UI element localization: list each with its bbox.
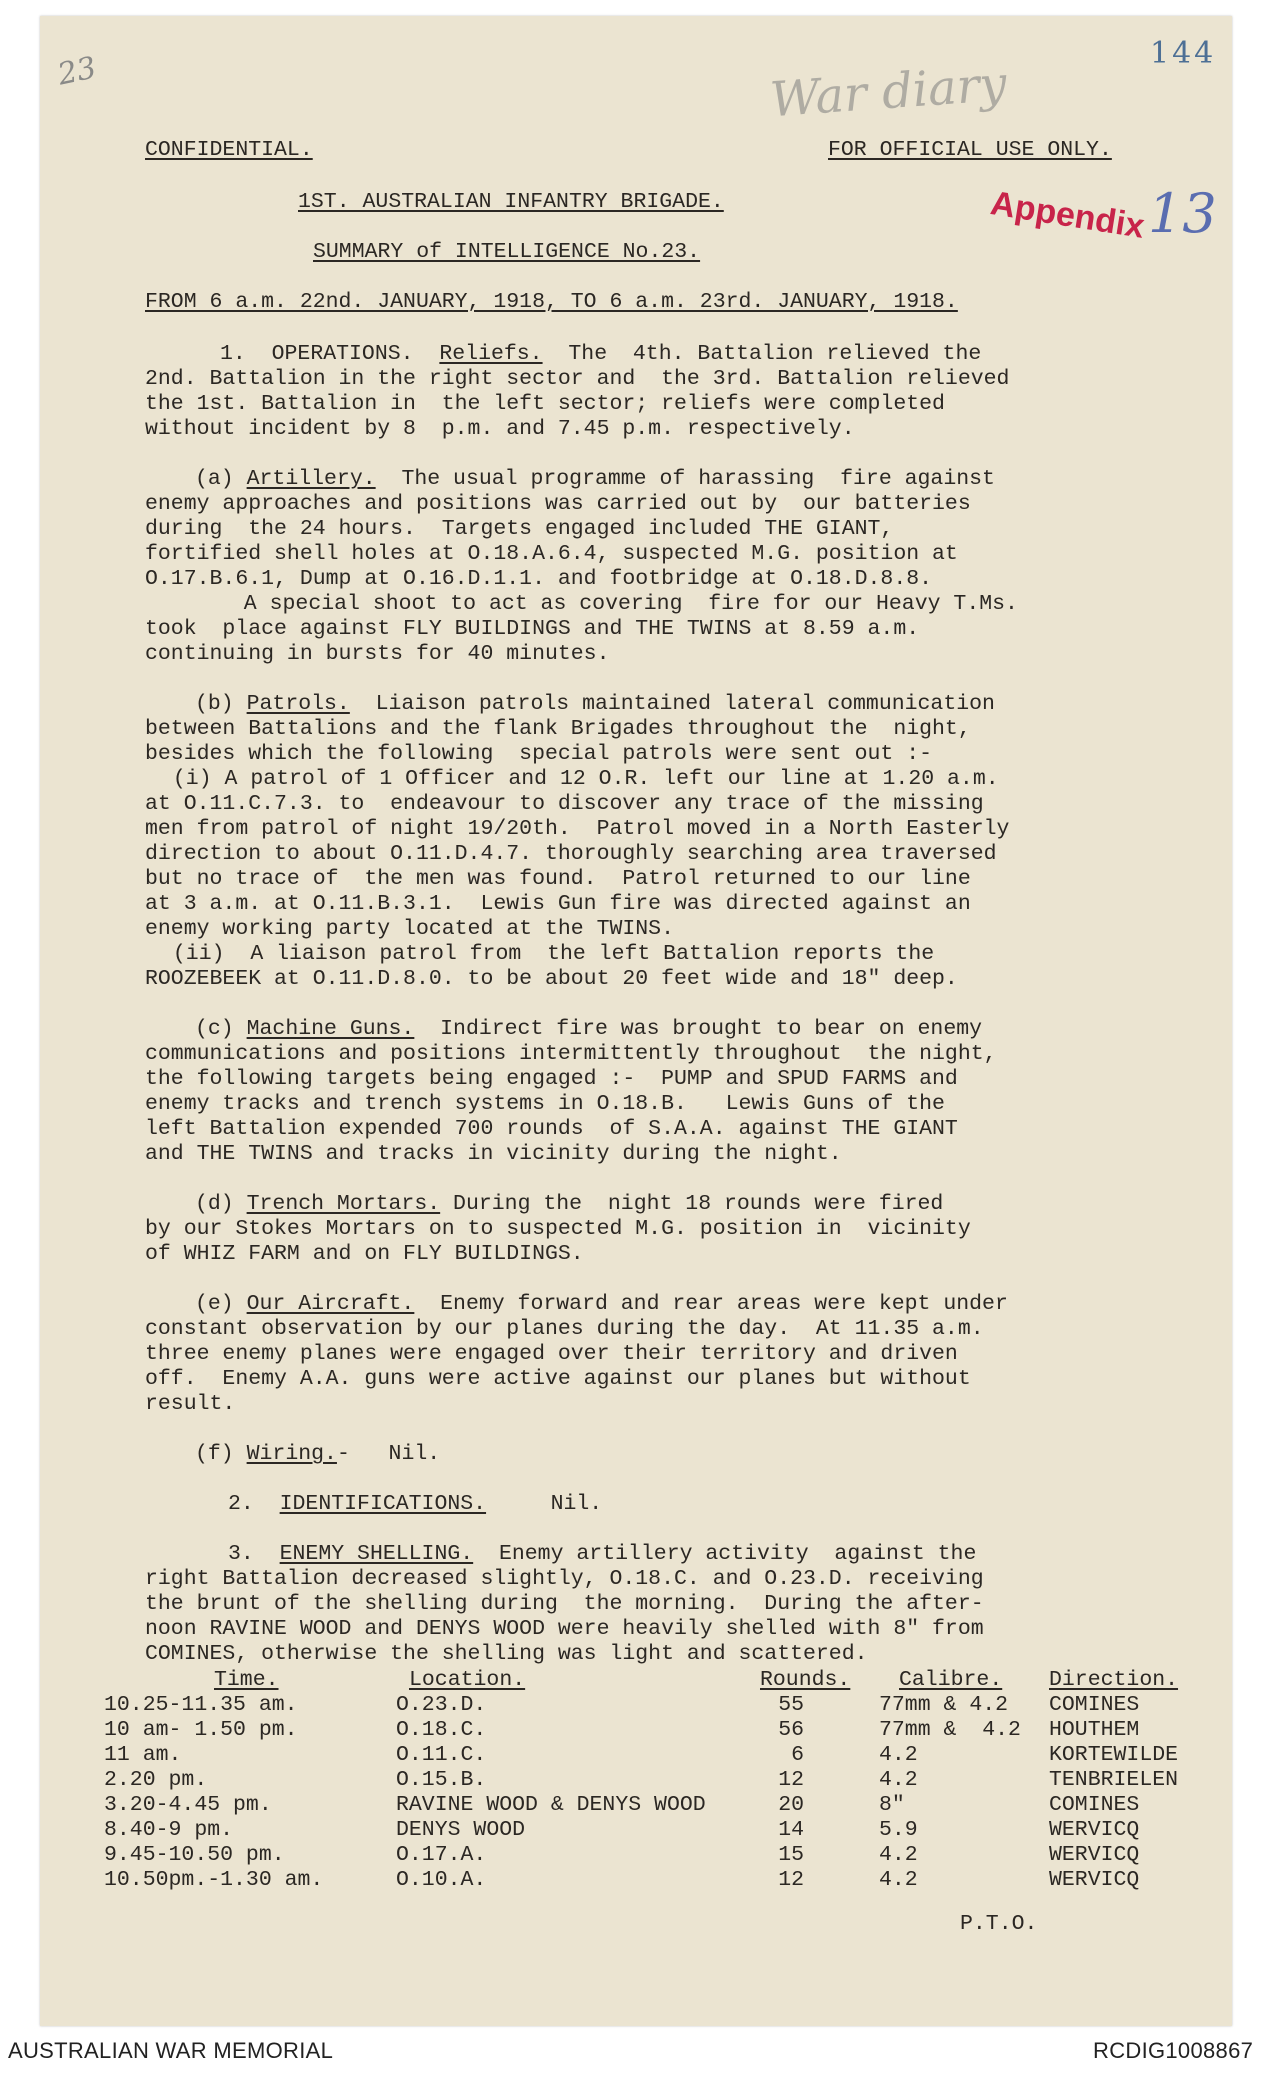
aircraft-line: constant observation by our planes during the day. At 11.35 a.m. xyxy=(145,1317,984,1341)
cell-rounds: 14 xyxy=(778,1818,804,1842)
cell-time: 2.20 pm. xyxy=(104,1768,208,1792)
patrols-line: (ii) A liaison patrol from the left Battalion reports the xyxy=(160,942,935,966)
cell-rounds: 56 xyxy=(778,1718,804,1742)
trench-mortars-line: of WHIZ FARM and on FLY BUILDINGS. xyxy=(145,1242,584,1266)
machine-guns-line: communications and positions intermittently throughout the night, xyxy=(145,1042,997,1066)
report-period: FROM 6 a.m. 22nd. JANUARY, 1918, TO 6 a.m. 23rd. JANUARY, 1918. xyxy=(145,290,958,314)
artillery-line: O.17.B.6.1, Dump at O.16.D.1.1. and footbridge at O.18.D.8.8. xyxy=(145,567,933,591)
cell-location: O.10.A. xyxy=(396,1868,487,1892)
aircraft-line: off. Enemy A.A. guns were active against our planes but without xyxy=(145,1367,971,1391)
cell-location: O.11.C. xyxy=(396,1743,487,1767)
archive-footer-left: AUSTRALIAN WAR MEMORIAL xyxy=(8,2038,334,2063)
cell-location: O.23.D. xyxy=(396,1693,487,1717)
archive-footer-right: RCDIG1008867 xyxy=(1093,2038,1254,2063)
artillery-line: fortified shell holes at O.18.A.6.4, suspected M.G. position at xyxy=(145,542,958,566)
cell-time: 10.25-11.35 am. xyxy=(104,1693,298,1717)
cell-location: O.15.B. xyxy=(396,1768,487,1792)
patrols-line: at O.11.C.7.3. to endeavour to discover any trace of the missing xyxy=(145,792,984,816)
cell-location: O.17.A. xyxy=(396,1843,487,1867)
cell-location: O.18.C. xyxy=(396,1718,487,1742)
appendix-number: 13 xyxy=(1148,182,1217,245)
cell-calibre: 4.2 xyxy=(879,1843,918,1867)
cell-calibre: 4.2 xyxy=(879,1743,918,1767)
brigade-title: 1ST. AUSTRALIAN INFANTRY BRIGADE. xyxy=(298,190,724,214)
cell-rounds: 6 xyxy=(791,1743,804,1767)
wiring-heading: (f) Wiring.- Nil. xyxy=(195,1442,441,1466)
cell-rounds: 15 xyxy=(778,1843,804,1867)
cell-time: 3.20-4.45 pm. xyxy=(104,1793,272,1817)
cell-calibre: 5.9 xyxy=(879,1818,918,1842)
cell-rounds: 55 xyxy=(778,1693,804,1717)
cell-calibre: 77mm & 4.2 xyxy=(879,1718,1021,1742)
aircraft-line: result. xyxy=(145,1392,236,1416)
cell-direction: COMINES xyxy=(1049,1793,1140,1817)
patrols-line: besides which the following special patrols were sent out :- xyxy=(145,742,933,766)
appendix-stamp: Appendix xyxy=(988,184,1148,246)
header-rounds: Rounds. xyxy=(760,1668,851,1692)
page-number: 144 xyxy=(1150,36,1217,71)
summary-title: SUMMARY of INTELLIGENCE No.23. xyxy=(313,240,701,264)
cell-calibre: 4.2 xyxy=(879,1868,918,1892)
cell-time: 11 am. xyxy=(104,1743,182,1767)
header-direction: Direction. xyxy=(1049,1668,1179,1692)
enemy-shelling-line: noon RAVINE WOOD and DENYS WOOD were heavily shelled with 8" from xyxy=(145,1617,984,1641)
reliefs-line: 2nd. Battalion in the right sector and the 3rd. Battalion relieved xyxy=(145,367,1010,391)
official-use-marking: FOR OFFICIAL USE ONLY. xyxy=(828,138,1112,162)
please-turn-over: P.T.O. xyxy=(960,1912,1038,1936)
enemy-shelling-line: COMINES, otherwise the shelling was light and scattered. xyxy=(145,1642,868,1666)
enemy-shelling-line: the brunt of the shelling during the morning. During the after- xyxy=(145,1592,984,1616)
machine-guns-line: and THE TWINS and tracks in vicinity during the night. xyxy=(145,1142,842,1166)
header-time: Time. xyxy=(214,1668,279,1692)
patrols-line: men from patrol of night 19/20th. Patrol moved in a North Easterly xyxy=(145,817,1010,841)
machine-guns-line: left Battalion expended 700 rounds of S.A.A. against THE GIANT xyxy=(145,1117,958,1141)
enemy-shelling-line: right Battalion decreased slightly, O.18.C. and O.23.D. receiving xyxy=(145,1567,984,1591)
cell-time: 10 am- 1.50 pm. xyxy=(104,1718,298,1742)
patrols-line: between Battalions and the flank Brigades throughout the night, xyxy=(145,717,971,741)
patrols-line: enemy working party located at the TWINS. xyxy=(145,917,674,941)
header-location: Location. xyxy=(409,1668,526,1692)
cell-rounds: 12 xyxy=(778,1868,804,1892)
cell-direction: COMINES xyxy=(1049,1693,1140,1717)
identifications-heading: 2. IDENTIFICATIONS. Nil. xyxy=(228,1492,603,1516)
artillery-line: during the 24 hours. Targets engaged included THE GIANT, xyxy=(145,517,894,541)
aircraft-line: three enemy planes were engaged over their territory and driven xyxy=(145,1342,958,1366)
cell-direction: WERVICQ xyxy=(1049,1818,1140,1842)
artillery-line: took place against FLY BUILDINGS and THE TWINS at 8.59 a.m. xyxy=(145,617,920,641)
aircraft-heading: (e) Our Aircraft. Enemy forward and rear areas were kept under xyxy=(195,1292,1008,1316)
cell-direction: HOUTHEM xyxy=(1049,1718,1140,1742)
handwritten-pencil-note: War diary xyxy=(768,55,1009,129)
artillery-line: enemy approaches and positions was carried out by our batteries xyxy=(145,492,971,516)
cell-direction: TENBRIELEN xyxy=(1049,1768,1179,1792)
header-calibre: Calibre. xyxy=(899,1668,1003,1692)
machine-guns-line: the following targets being engaged :- PUMP and SPUD FARMS and xyxy=(145,1067,958,1091)
machine-guns-heading: (c) Machine Guns. Indirect fire was brought to bear on enemy xyxy=(195,1017,983,1041)
cell-rounds: 20 xyxy=(778,1793,804,1817)
cell-time: 9.45-10.50 pm. xyxy=(104,1843,285,1867)
trench-mortars-line: by our Stokes Mortars on to suspected M.G. position in vicinity xyxy=(145,1217,971,1241)
cell-calibre: 77mm & 4.2 xyxy=(879,1693,1009,1717)
cell-calibre: 8" xyxy=(879,1793,905,1817)
handwritten-corner-number: 23 xyxy=(54,50,100,93)
confidential-marking: CONFIDENTIAL. xyxy=(145,138,313,162)
machine-guns-line: enemy tracks and trench systems in O.18.B. Lewis Guns of the xyxy=(145,1092,945,1116)
cell-direction: KORTEWILDE xyxy=(1049,1743,1179,1767)
cell-rounds: 12 xyxy=(778,1768,804,1792)
trench-mortars-heading: (d) Trench Mortars. During the night 18 rounds were fired xyxy=(195,1192,944,1216)
cell-direction: WERVICQ xyxy=(1049,1843,1140,1867)
patrols-line: at 3 a.m. at O.11.B.3.1. Lewis Gun fire was directed against an xyxy=(145,892,971,916)
artillery-line: continuing in bursts for 40 minutes. xyxy=(145,642,610,666)
cell-time: 10.50pm.-1.30 am. xyxy=(104,1868,324,1892)
enemy-shelling-heading: 3. ENEMY SHELLING. Enemy artillery activity against the xyxy=(228,1542,977,1566)
cell-time: 8.40-9 pm. xyxy=(104,1818,234,1842)
cell-location: DENYS WOOD xyxy=(396,1818,526,1842)
operations-heading: 1. OPERATIONS. Reliefs. The 4th. Battalion relieved the xyxy=(220,342,982,366)
patrols-line: direction to about O.11.D.4.7. thoroughly searching area traversed xyxy=(145,842,997,866)
patrols-line: (i) A patrol of 1 Officer and 12 O.R. left our line at 1.20 a.m. xyxy=(160,767,999,791)
artillery-heading: (a) Artillery. The usual programme of harassing fire against xyxy=(195,467,995,491)
artillery-line: A special shoot to act as covering fire for our Heavy T.Ms. xyxy=(218,592,1018,616)
reliefs-line: the 1st. Battalion in the left sector; reliefs were completed xyxy=(145,392,945,416)
cell-location: RAVINE WOOD & DENYS WOOD xyxy=(396,1793,706,1817)
cell-direction: WERVICQ xyxy=(1049,1868,1140,1892)
patrols-line: ROOZEBEEK at O.11.D.8.0. to be about 20 feet wide and 18" deep. xyxy=(145,967,958,991)
patrols-line: but no trace of the men was found. Patrol returned to our line xyxy=(145,867,971,891)
cell-calibre: 4.2 xyxy=(879,1768,918,1792)
patrols-heading: (b) Patrols. Liaison patrols maintained lateral communication xyxy=(195,692,995,716)
reliefs-line: without incident by 8 p.m. and 7.45 p.m. respectively. xyxy=(145,417,855,441)
